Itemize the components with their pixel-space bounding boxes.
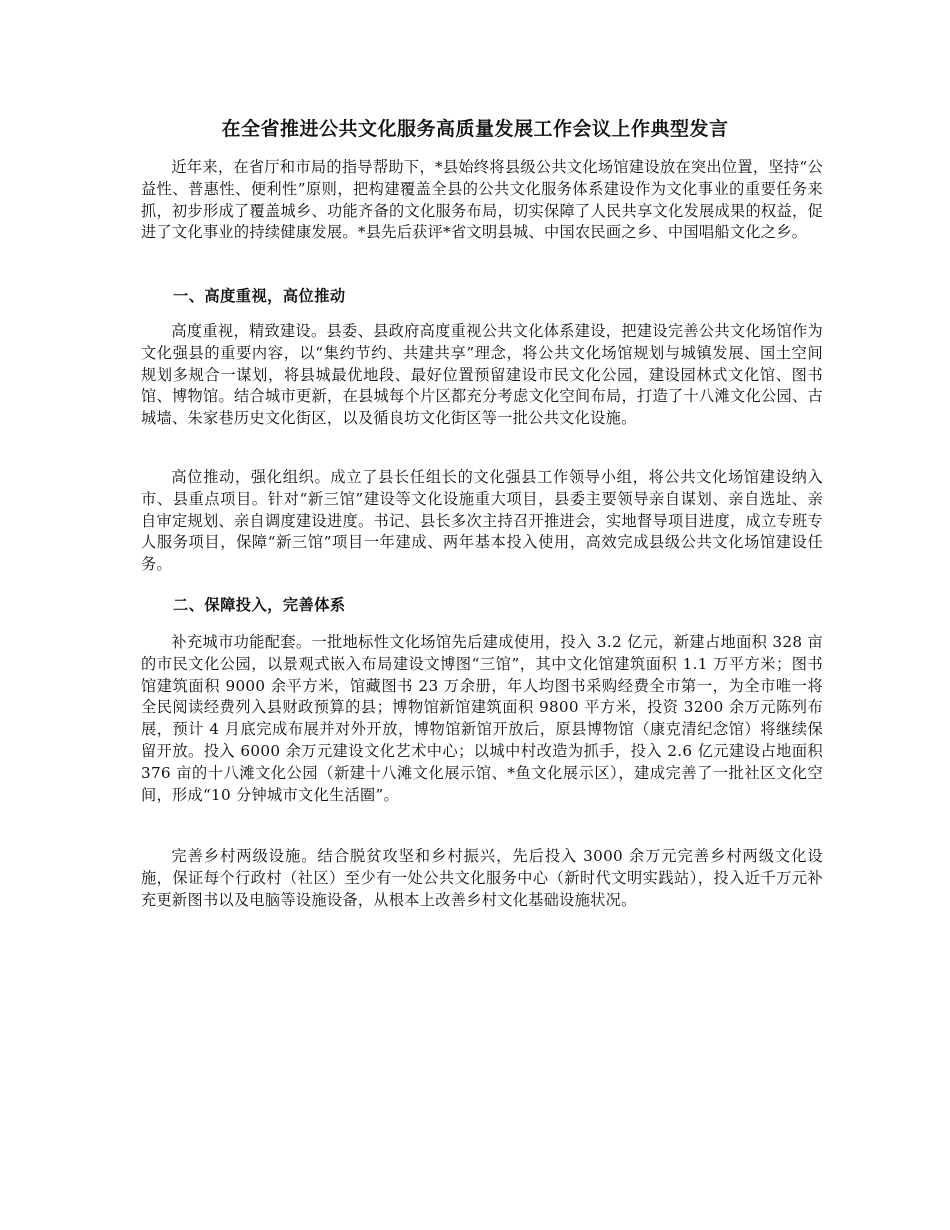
section-1-heading: 一、高度重视，高位推动 [173, 287, 346, 305]
intro-paragraph: 近年来，在省厅和市局的指导帮助下，*县始终将县级公共文化场馆建设放在突出位置，坚持“公益性、普惠性、便利性”原则，把构建覆盖全县的公共文化服务体系建设作为文化事业的重要任务来抓，初步形成了覆盖城乡、功能齐备的文化服务布局，切实保障了人民共享文化发展成果的权益，促进了文化事业的持续健康发展。*县先后获评*省文明县城、中国农民画之乡、中国唱船文化之乡。 [141, 158, 823, 242]
document-title: 在全省推进公共文化服务高质量发展工作会议上作典型发言 [221, 118, 729, 140]
section-2-heading: 二、保障投入，完善体系 [173, 596, 346, 614]
section-1-paragraph-2: 高位推动，强化组织。成立了县长任组长的文化强县工作领导小组，将公共文化场馆建设纳入市、县重点项目。针对“新三馆”建设等文化设施重大项目，县委主要领导亲自谋划、亲自选址、亲自审定规划、亲自调度建设进度。书记、县长多次主持召开推进会，实地督导项目进度，成立专班专人服务项目，保障“新三馆”项目一年建成、两年基本投入使用，高效完成县级公共文化场馆建设任务。 [141, 468, 823, 574]
section-2-paragraph-1: 补充城市功能配套。一批地标性文化场馆先后建成使用，投入 3.2 亿元，新建占地面积 328 亩的市民文化公园，以景观式嵌入布局建设文博图“三馆”，其中文化馆建筑面积 1.1 万平方米；图书馆建筑面积 9000 余平方米，馆藏图书 23 万余册，年人均图书采购经费全市第一，为全市唯一将全民阅读经费列入县财政预算的县；博物馆新馆建筑面积 9800 平方米，投资 3200 余万元陈列布展，预计 4 月底完成布展并对外开放，博物馆新馆开放后，原县博物馆（康克清纪念馆）将继续保留开放。投入 6000 余万元建设文化艺术中心；以城中村改造为抓手，投入 2.6 亿元建设占地面积 376 亩的十八滩文化公园（新建十八滩文化展示馆、*鱼文化展示区），建成完善了一批社区文化空间，形成“10 分钟城市文化生活圈”。 [141, 633, 823, 804]
section-2-paragraph-2: 完善乡村两级设施。结合脱贫攻坚和乡村振兴，先后投入 3000 余万元完善乡村两级文化设施，保证每个行政村（社区）至少有一处公共文化服务中心（新时代文明实践站），投入近千万元补充更新图书以及电脑等设施设备，从根本上改善乡村文化基础设施状况。 [141, 847, 823, 909]
section-1-paragraph-1: 高度重视，精致建设。县委、县政府高度重视公共文化体系建设，把建设完善公共文化场馆作为文化强县的重要内容，以“集约节约、共建共享”理念，将公共文化场馆规划与城镇发展、国土空间规划多规合一谋划，将县城最优地段、最好位置预留建设市民文化公园，建设园林式文化馆、图书馆、博物馆。结合城市更新，在县城每个片区都充分考虑文化空间布局，打造了十八滩文化公园、古城墙、朱家巷历史文化街区，以及循良坊文化街区等一批公共文化设施。 [141, 322, 823, 428]
